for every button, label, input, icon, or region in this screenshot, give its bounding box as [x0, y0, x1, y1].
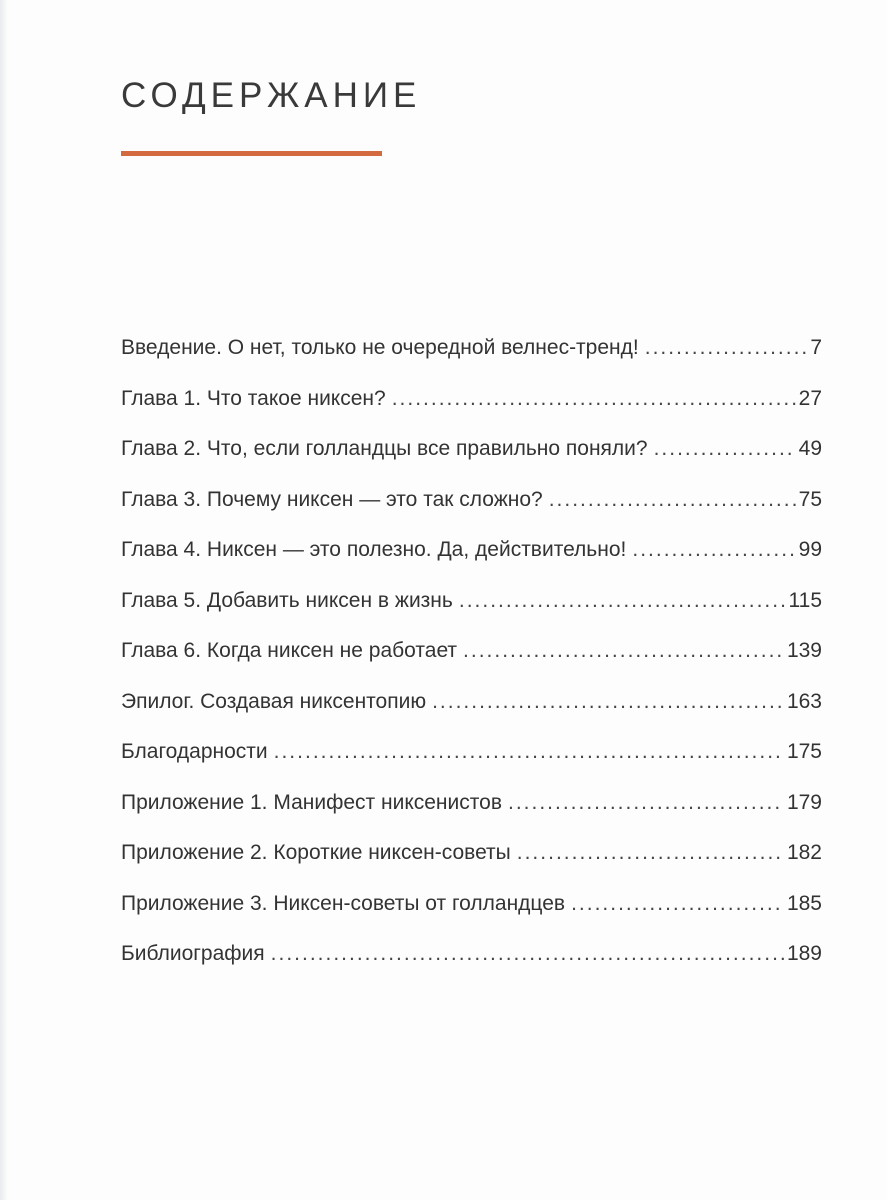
dot-leader [459, 589, 786, 613]
toc-entry-introduction[interactable] [121, 336, 822, 387]
toc-entry-page: 139 [786, 639, 822, 662]
toc-entry-page: 99 [798, 538, 822, 561]
toc-entry-label: Глава 5. Добавить никсен в жизнь [121, 588, 453, 612]
toc-entry-label: Библиография [121, 942, 265, 965]
dot-leader [432, 690, 784, 714]
toc-entry-label: Благодарности [121, 740, 268, 763]
dot-leader [274, 740, 784, 764]
toc-entry-label: Приложение 2. Короткие никсен-советы [121, 841, 511, 864]
toc-entry-chapter-1[interactable] [121, 387, 822, 438]
dot-leader [271, 942, 784, 966]
dot-leader [645, 336, 808, 360]
toc-entry-page: 49 [798, 437, 822, 460]
toc-entry-chapter-3[interactable] [121, 488, 822, 539]
dot-leader [549, 488, 796, 512]
title-accent-rule [121, 151, 382, 156]
toc-entry-page: 189 [786, 942, 822, 965]
dot-leader [571, 892, 784, 916]
toc-entry-page: 185 [786, 891, 822, 915]
toc-entry-label: Глава 2. Что, если голландцы все правильно поняли? [121, 437, 648, 460]
dot-leader [654, 437, 796, 461]
toc-entry-chapter-5[interactable] [121, 589, 822, 640]
toc-entry-page: 179 [786, 790, 822, 814]
toc-entry-page: 182 [786, 841, 822, 864]
toc-entry-page: 75 [798, 487, 822, 511]
page-spine-shadow [0, 0, 8, 1200]
toc-entry-page: 27 [798, 386, 822, 410]
toc-entry-page: 163 [786, 689, 822, 713]
toc-entry-bibliography[interactable] [121, 942, 822, 993]
toc-entry-label: Введение. О нет, только не очередной велнес-тренд! [121, 336, 639, 359]
dot-leader [632, 538, 795, 562]
toc-entry-page: 115 [788, 588, 822, 612]
dot-leader [517, 841, 784, 865]
toc-entry-label: Приложение 3. Никсен-советы от голландцев [121, 891, 566, 915]
toc-entry-label: Приложение 1. Манифест никсенистов [121, 790, 502, 814]
toc-entry-label: Глава 6. Когда никсен не работает [121, 639, 458, 662]
toc-entry-epilogue[interactable] [121, 690, 822, 741]
toc-entry-chapter-4[interactable] [121, 538, 822, 589]
toc-entry-chapter-2[interactable] [121, 437, 822, 488]
toc-entry-appendix-3[interactable] [121, 892, 822, 943]
table-of-contents [121, 336, 822, 993]
toc-entry-appendix-1[interactable] [121, 791, 822, 842]
toc-entry-label: Глава 4. Никсен — это полезно. Да, действительно! [121, 538, 627, 561]
toc-entry-label: Эпилог. Создавая никсентопию [121, 689, 427, 713]
dot-leader [508, 791, 784, 815]
dot-leader [463, 639, 784, 663]
toc-entry-chapter-6[interactable] [121, 639, 822, 690]
toc-entry-label: Глава 3. Почему никсен — это так сложно? [121, 487, 543, 511]
dot-leader [392, 387, 796, 411]
toc-entry-page: 7 [810, 336, 822, 359]
toc-entry-page: 175 [786, 740, 822, 763]
toc-entry-label: Глава 1. Что такое никсен? [121, 386, 386, 410]
page-title: СОДЕРЖАНИЕ [121, 76, 422, 115]
toc-entry-acknowledgements[interactable] [121, 740, 822, 791]
toc-entry-appendix-2[interactable] [121, 841, 822, 892]
